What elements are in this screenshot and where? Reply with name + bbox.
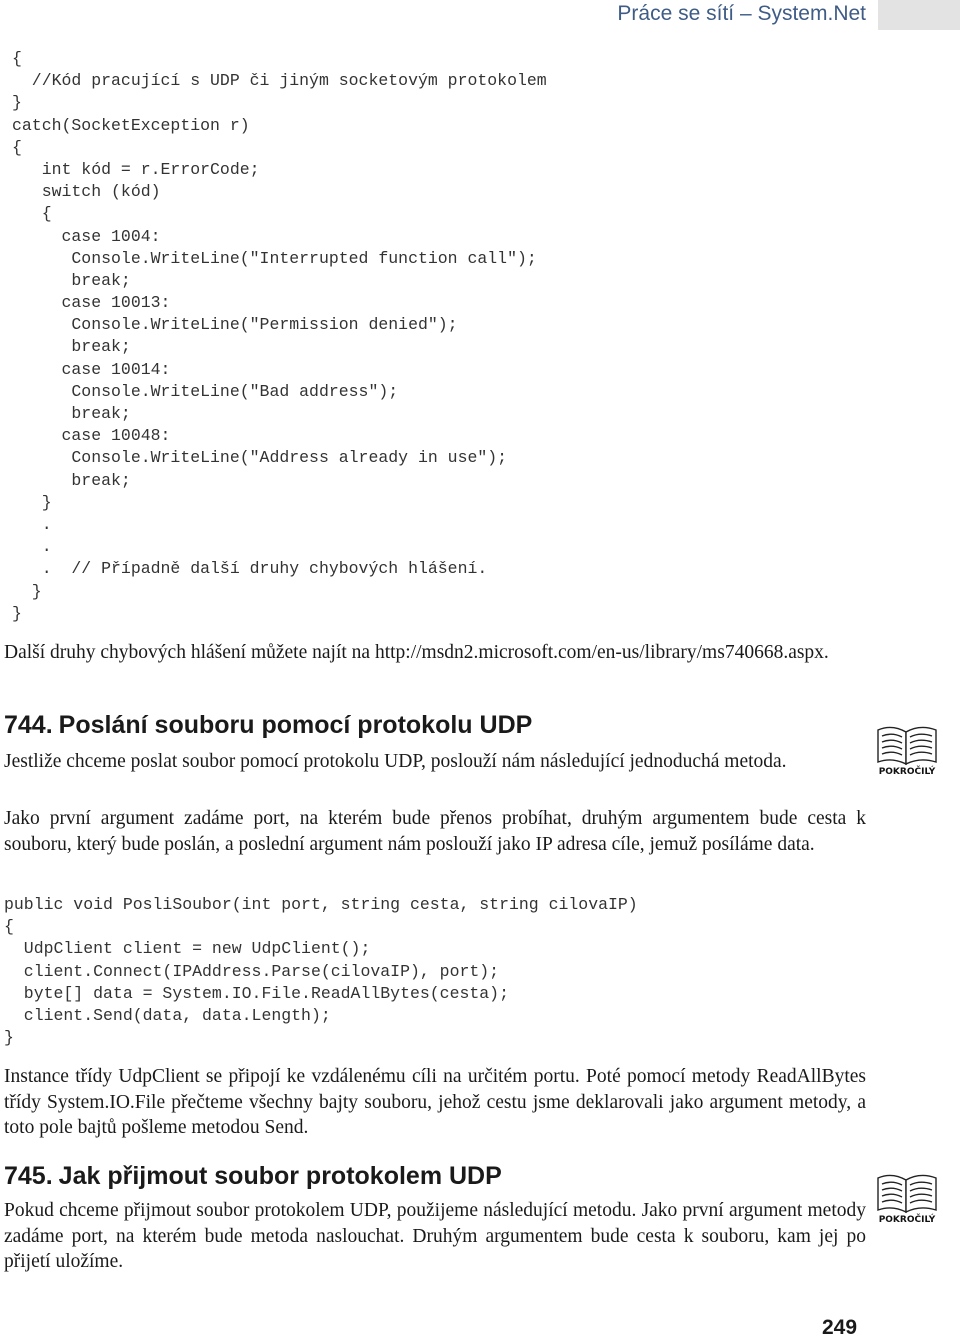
code-line: break; — [12, 470, 131, 490]
code-line: Console.WriteLine("Permission denied"); — [12, 315, 458, 335]
code-line: case 10048: — [12, 426, 171, 446]
code-line: . — [12, 537, 52, 557]
code-line: //Kód pracující s UDP či jiným socketovým protokolem — [12, 71, 547, 91]
advanced-badge-label: POKROČILÝ — [878, 767, 936, 777]
section-745-title: Jak přijmout soubor protokolem UDP — [58, 1162, 502, 1190]
code-line: break; — [12, 270, 131, 290]
paragraph-msdn-link: Další druhy chybových hlášení můžete najít na http://msdn2.microsoft.com/en-us/library/ms740668.aspx. — [4, 642, 829, 663]
section-745-heading — [4, 1161, 502, 1191]
paragraph-udpclient-explanation: Instance třídy UdpClient se připojí ke vzdálenému cíli na určitém portu. Poté pomocí metody ReadAllBytes třídy System.IO.File přečteme všechny bajty souboru, jehož cestu jsme deklarovali jako argument metody, a toto pole bajtů pošleme metodou Send. — [4, 1066, 866, 1138]
code-line: catch(SocketException r) — [12, 115, 250, 135]
section-744-number: 744. — [4, 711, 53, 739]
code-line: } — [12, 93, 22, 113]
code-line: } — [12, 603, 22, 623]
section-744-paragraph-2: Jako první argument zadáme port, na kterém bude přenos probíhat, druhým argumentem bude cesta k souboru, který bude poslán, a poslední argument nám poslouží jako IP adresa cíle, jemuž posíláme data. — [4, 808, 866, 855]
code-block-posli-soubor — [4, 894, 638, 1049]
code-line: Console.WriteLine("Interrupted function call"); — [12, 248, 537, 268]
code-line: case 10014: — [12, 359, 171, 379]
section-744-title: Poslání souboru pomocí protokolu UDP — [58, 711, 533, 739]
running-header-title: Práce se sítí – System.Net — [617, 2, 866, 25]
header-tab-block — [878, 0, 960, 30]
section-745-paragraph-1: Pokud chceme přijmout soubor protokolem UDP, použijeme následující metodu. Jako první argument metody zadáme port, na kterém bude metoda naslouchat. Druhým argumentem bude cesta k souboru, kam jej po přijetí uložíme. — [4, 1200, 866, 1272]
code-line: Console.WriteLine("Bad address"); — [12, 381, 399, 401]
code-line: switch (kód) — [12, 182, 161, 202]
code-line: case 1004: — [12, 226, 161, 246]
code-line: } — [12, 492, 52, 512]
code-line: break; — [12, 337, 131, 357]
code-line: UdpClient client = new UdpClient(); — [4, 939, 371, 959]
code-line: . // Případně další druhy chybových hlášení. — [12, 559, 488, 579]
code-line: case 10013: — [12, 293, 171, 313]
section-744-paragraph-1: Jestliže chceme poslat soubor pomocí protokolu UDP, poslouží nám následující jednoduchá metoda. — [4, 751, 787, 772]
code-line: . — [12, 514, 52, 534]
code-line: client.Connect(IPAddress.Parse(cilovaIP), port); — [4, 961, 500, 981]
code-line: { — [4, 917, 14, 937]
code-block-socket-exception — [12, 48, 547, 625]
code-line: Console.WriteLine("Address already in use"); — [12, 448, 508, 468]
code-line: { — [12, 204, 52, 224]
section-744-heading — [4, 710, 532, 740]
code-line: } — [4, 1028, 14, 1048]
section-745-number: 745. — [4, 1162, 53, 1190]
code-line: int kód = r.ErrorCode; — [12, 159, 260, 179]
code-line: byte[] data = System.IO.File.ReadAllBytes(cesta); — [4, 983, 509, 1003]
advanced-book-icon — [874, 720, 940, 778]
page-number: 249 — [822, 1316, 858, 1339]
code-line: } — [12, 581, 42, 601]
advanced-book-icon — [874, 1168, 940, 1226]
code-line: public void PosliSoubor(int port, string cesta, string cilovaIP) — [4, 895, 638, 914]
code-line: client.Send(data, data.Length); — [4, 1005, 331, 1025]
code-line: { — [12, 137, 22, 157]
code-line: break; — [12, 404, 131, 423]
advanced-badge-label: POKROČILÝ — [878, 1215, 936, 1225]
code-line: { — [12, 49, 22, 68]
